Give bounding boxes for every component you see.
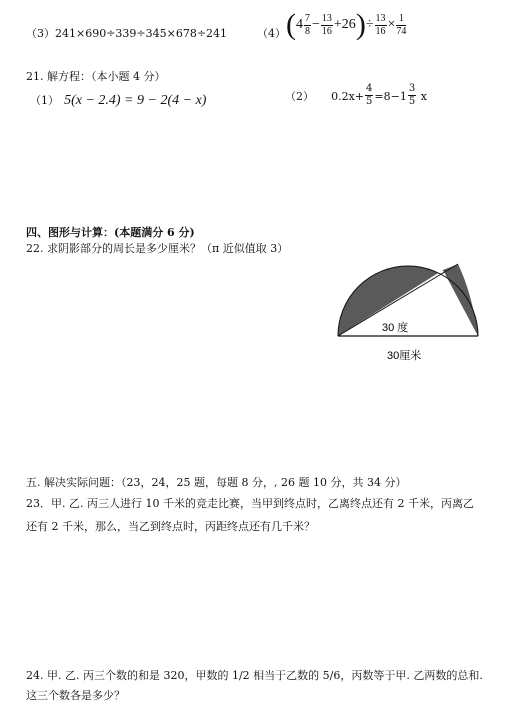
equation-1-expression: 5(x − 2.4) = 9 − 2(4 − x) xyxy=(64,93,207,108)
shaded-semicircle-figure xyxy=(330,255,490,370)
q4-minus: − xyxy=(312,17,320,33)
q3-line xyxy=(26,25,227,41)
q4-fraction-4: $\frac{1}{74}$ xyxy=(396,12,407,37)
equation-2-label: （2） xyxy=(285,90,314,103)
length-label: 30厘米 xyxy=(387,350,422,362)
q4-fraction-3: $\frac{13}{16}$ xyxy=(375,12,386,37)
section-4-title: 四、图形与计算：(本题满分 6 分) xyxy=(26,226,195,239)
q4-plus: +26 xyxy=(333,17,356,33)
q3-expression: 241×690÷339÷345×678÷241 xyxy=(55,27,228,40)
question-24-line-2: 这三个数各是多少？ xyxy=(26,689,125,702)
q4-fraction-2: $\frac{13}{16}$ xyxy=(321,12,332,37)
question-24-line-1: 24. 甲. 乙. 丙三个数的和是 320，甲数的 1/2 相当于乙数的 5/6，丙数等于甲. 乙两数的总和. xyxy=(26,669,483,682)
equation-1 xyxy=(30,89,206,109)
equation-2-part-2: =8−1 xyxy=(374,90,407,103)
q4-divide: ÷ xyxy=(365,17,374,33)
equation-1-label: （1） xyxy=(30,94,59,107)
equation-2-fraction-2: $\frac{3}{5}$ xyxy=(408,83,416,107)
q4-label: （4） xyxy=(257,27,286,40)
question-23-line-1: 23．甲. 乙. 丙三人进行 10 千米的竞走比赛，当甲到终点时，乙离终点还有 2 千米，丙离乙 xyxy=(26,497,474,510)
q4-expression xyxy=(286,10,407,40)
question-22: 22. 求阴影部分的周长是多少厘米？（π 近似值取 3） xyxy=(26,242,289,255)
equation-2-part-1: 0.2x+ xyxy=(331,90,365,103)
q4-times: × xyxy=(387,17,396,33)
right-paren: ) xyxy=(355,8,366,41)
q4-fraction-1: $\frac{7}{8}$ xyxy=(305,12,310,37)
equation-2 xyxy=(285,84,427,107)
question-23-line-2: 还有 2 千米，那么，当乙到终点时，丙距终点还有几千米？ xyxy=(26,520,315,533)
angle-label: 30 度 xyxy=(382,322,409,334)
section-5-title: 五. 解决实际问题：（23，24，25 题，每题 8 分，, 26 题 10 分，共 34 分） xyxy=(26,476,407,489)
equation-2-fraction-1: $\frac{4}{5}$ xyxy=(366,83,373,107)
q4-whole: 4 xyxy=(296,17,303,33)
q3-label: （3） xyxy=(26,27,55,40)
left-paren: ( xyxy=(286,8,296,41)
equation-2-part-3: x xyxy=(417,90,427,103)
section-21-title: 21. 解方程：（本小题 4 分） xyxy=(26,70,166,83)
